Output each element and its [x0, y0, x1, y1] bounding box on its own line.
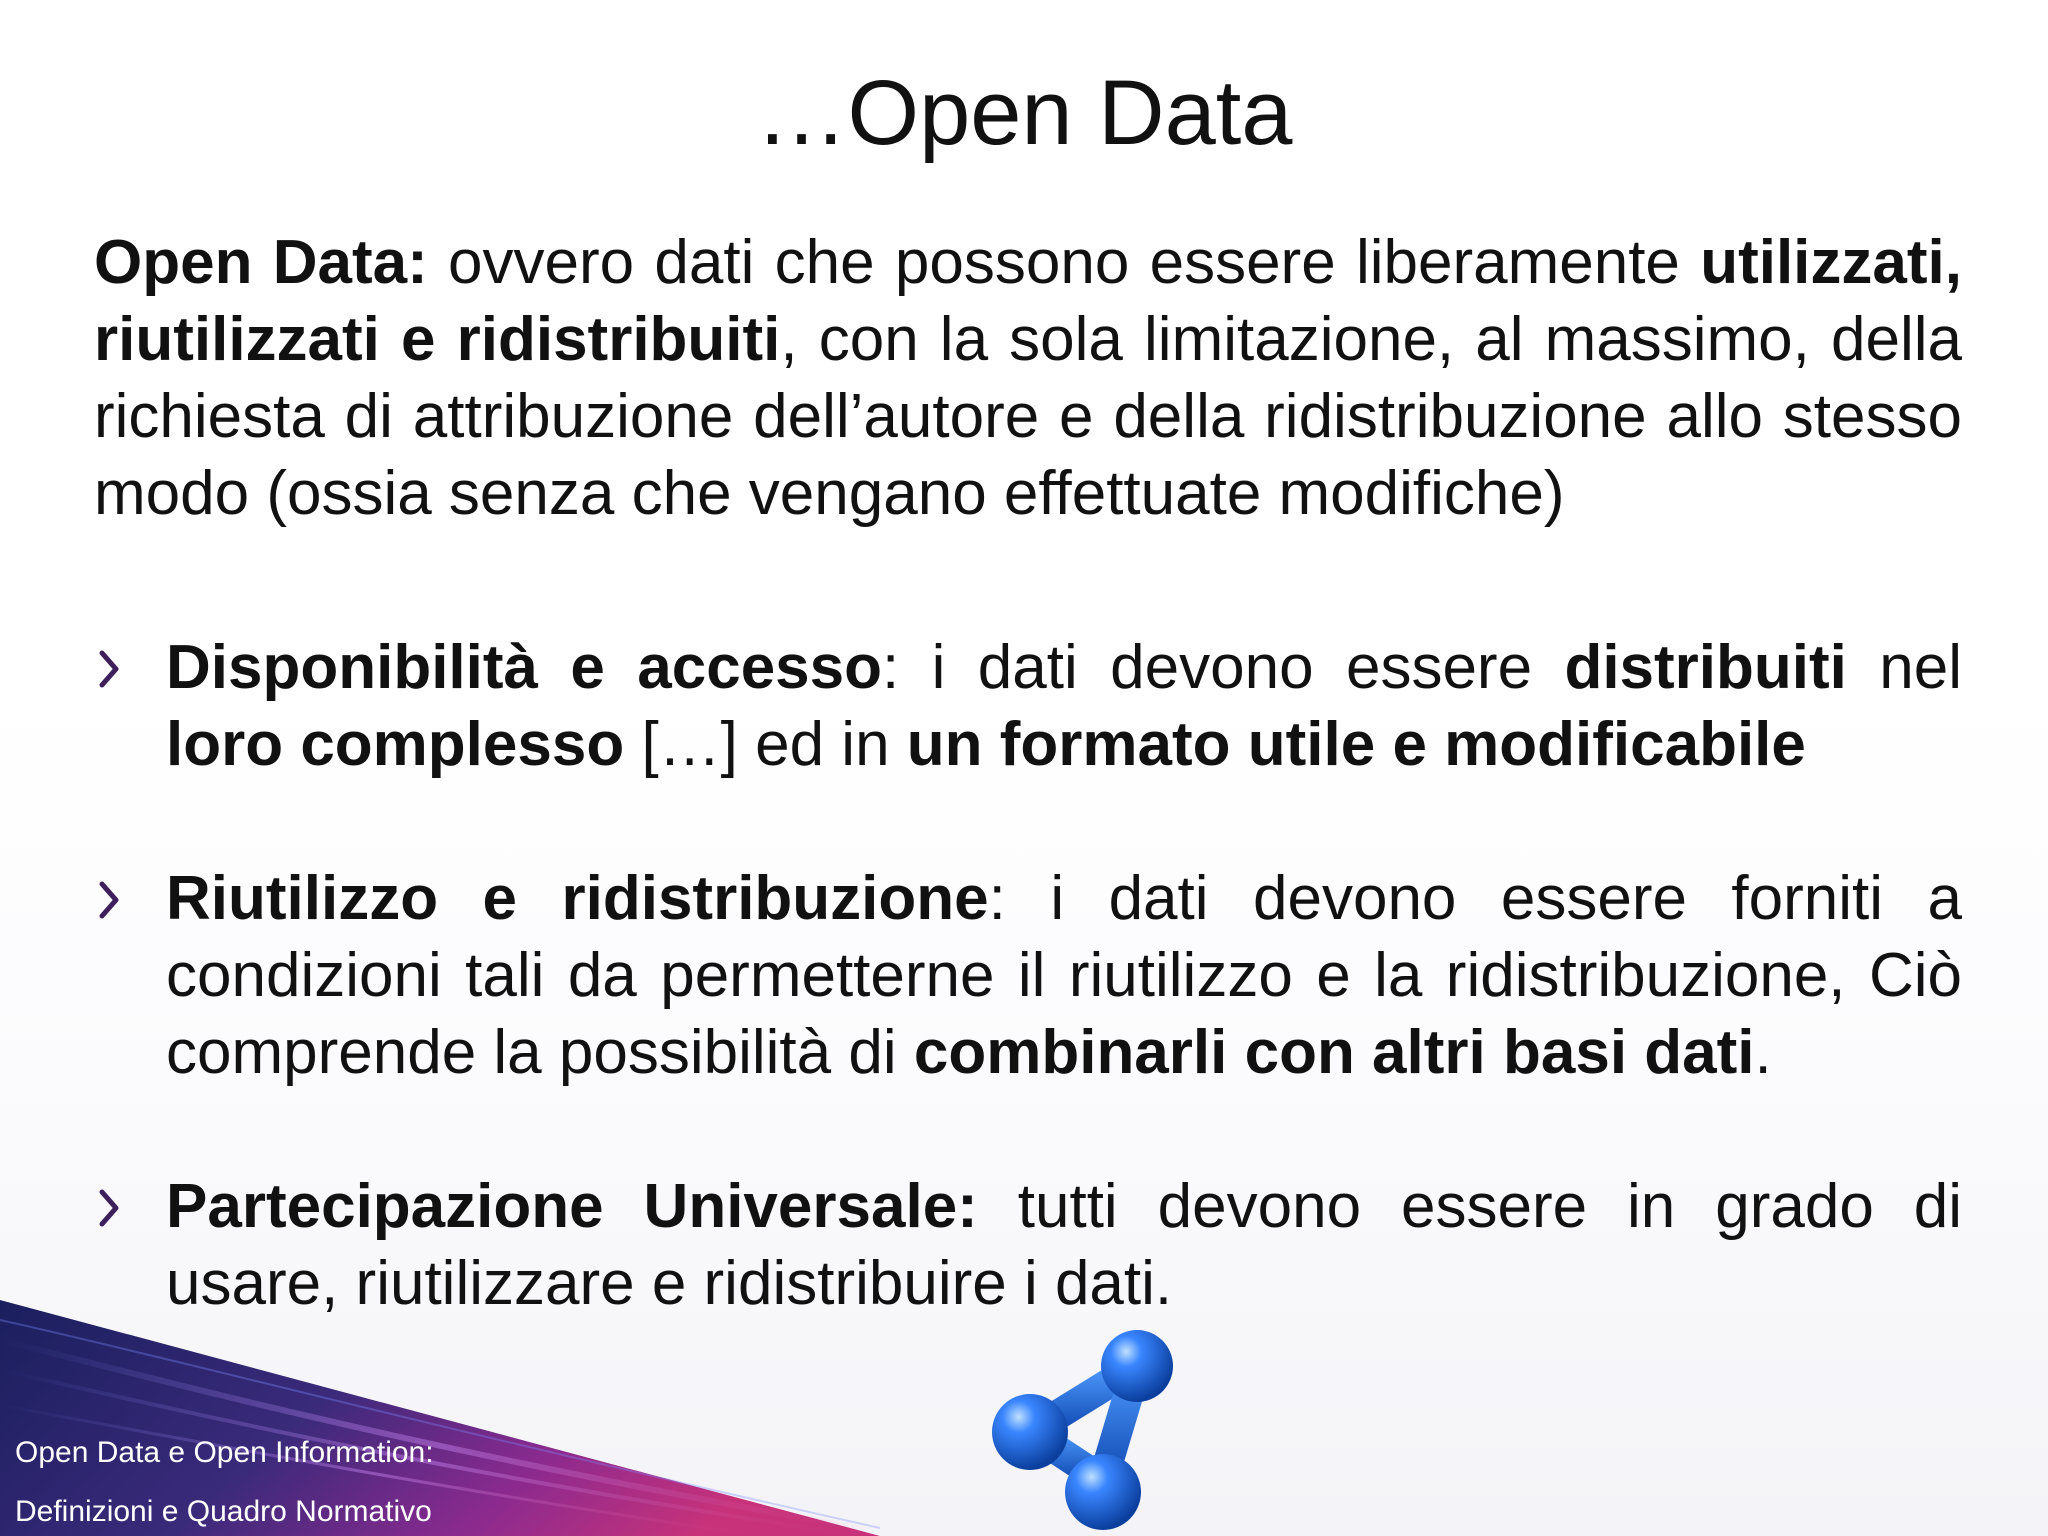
bullet-text [166, 1168, 1962, 1322]
intro-paragraph [94, 224, 1962, 532]
intro-text-2: , con la sola limitazione, al massimo, della richiesta di attribuzione dell’autore e della ridistribuzione allo stesso modo (ossia senza che vengano effettuate modifiche) [94, 305, 1962, 528]
bullet-span: : i dati devono essere [882, 633, 1565, 702]
chevron-right-icon [94, 649, 126, 689]
bullet-span: […] ed in [624, 710, 907, 779]
footer-line-2: Definizioni e Quadro Normativo [15, 1495, 432, 1528]
chevron-right-icon [94, 880, 126, 920]
bullet-span: nel [1846, 633, 1963, 702]
intro-text-1: ovvero dati che possono essere liberamente [427, 228, 1701, 297]
bullet-bold: combinarli con altri basi dati [913, 1018, 1755, 1087]
bullet-text [166, 629, 1962, 783]
bullet-bold: un formato utile e modificabile [906, 710, 1806, 779]
intro-bold-1: utilizzati, riutilizzati e ridistribuiti [94, 228, 1962, 374]
molecule-icon [985, 1320, 1195, 1536]
bullet-bold: Disponibilità e accesso [166, 633, 883, 702]
bullet-bold: Partecipazione Universale: [166, 1172, 978, 1241]
chevron-right-icon [94, 1188, 126, 1228]
intro-lead: Open Data: [94, 228, 428, 297]
bullet-bold: loro complesso [166, 710, 625, 779]
bullet-text [166, 860, 1962, 1091]
slide-title: …Open Data [755, 62, 1293, 164]
bullet-bold: distribuiti [1564, 633, 1847, 702]
footer-line-1: Open Data e Open Information: [15, 1436, 434, 1469]
bullet-span: tutti devono essere in grado di usare, riutilizzare e ridistribuire i dati. [166, 1172, 1962, 1318]
bullet-span: : i dati devono essere forniti a condizioni tali da permetterne il riutilizzo e la ridistribuzione, Ciò comprende la possibilità di [166, 864, 1962, 1087]
bullet-span: . [1754, 1018, 1772, 1087]
bullet-bold: Riutilizzo e ridistribuzione [166, 864, 989, 933]
